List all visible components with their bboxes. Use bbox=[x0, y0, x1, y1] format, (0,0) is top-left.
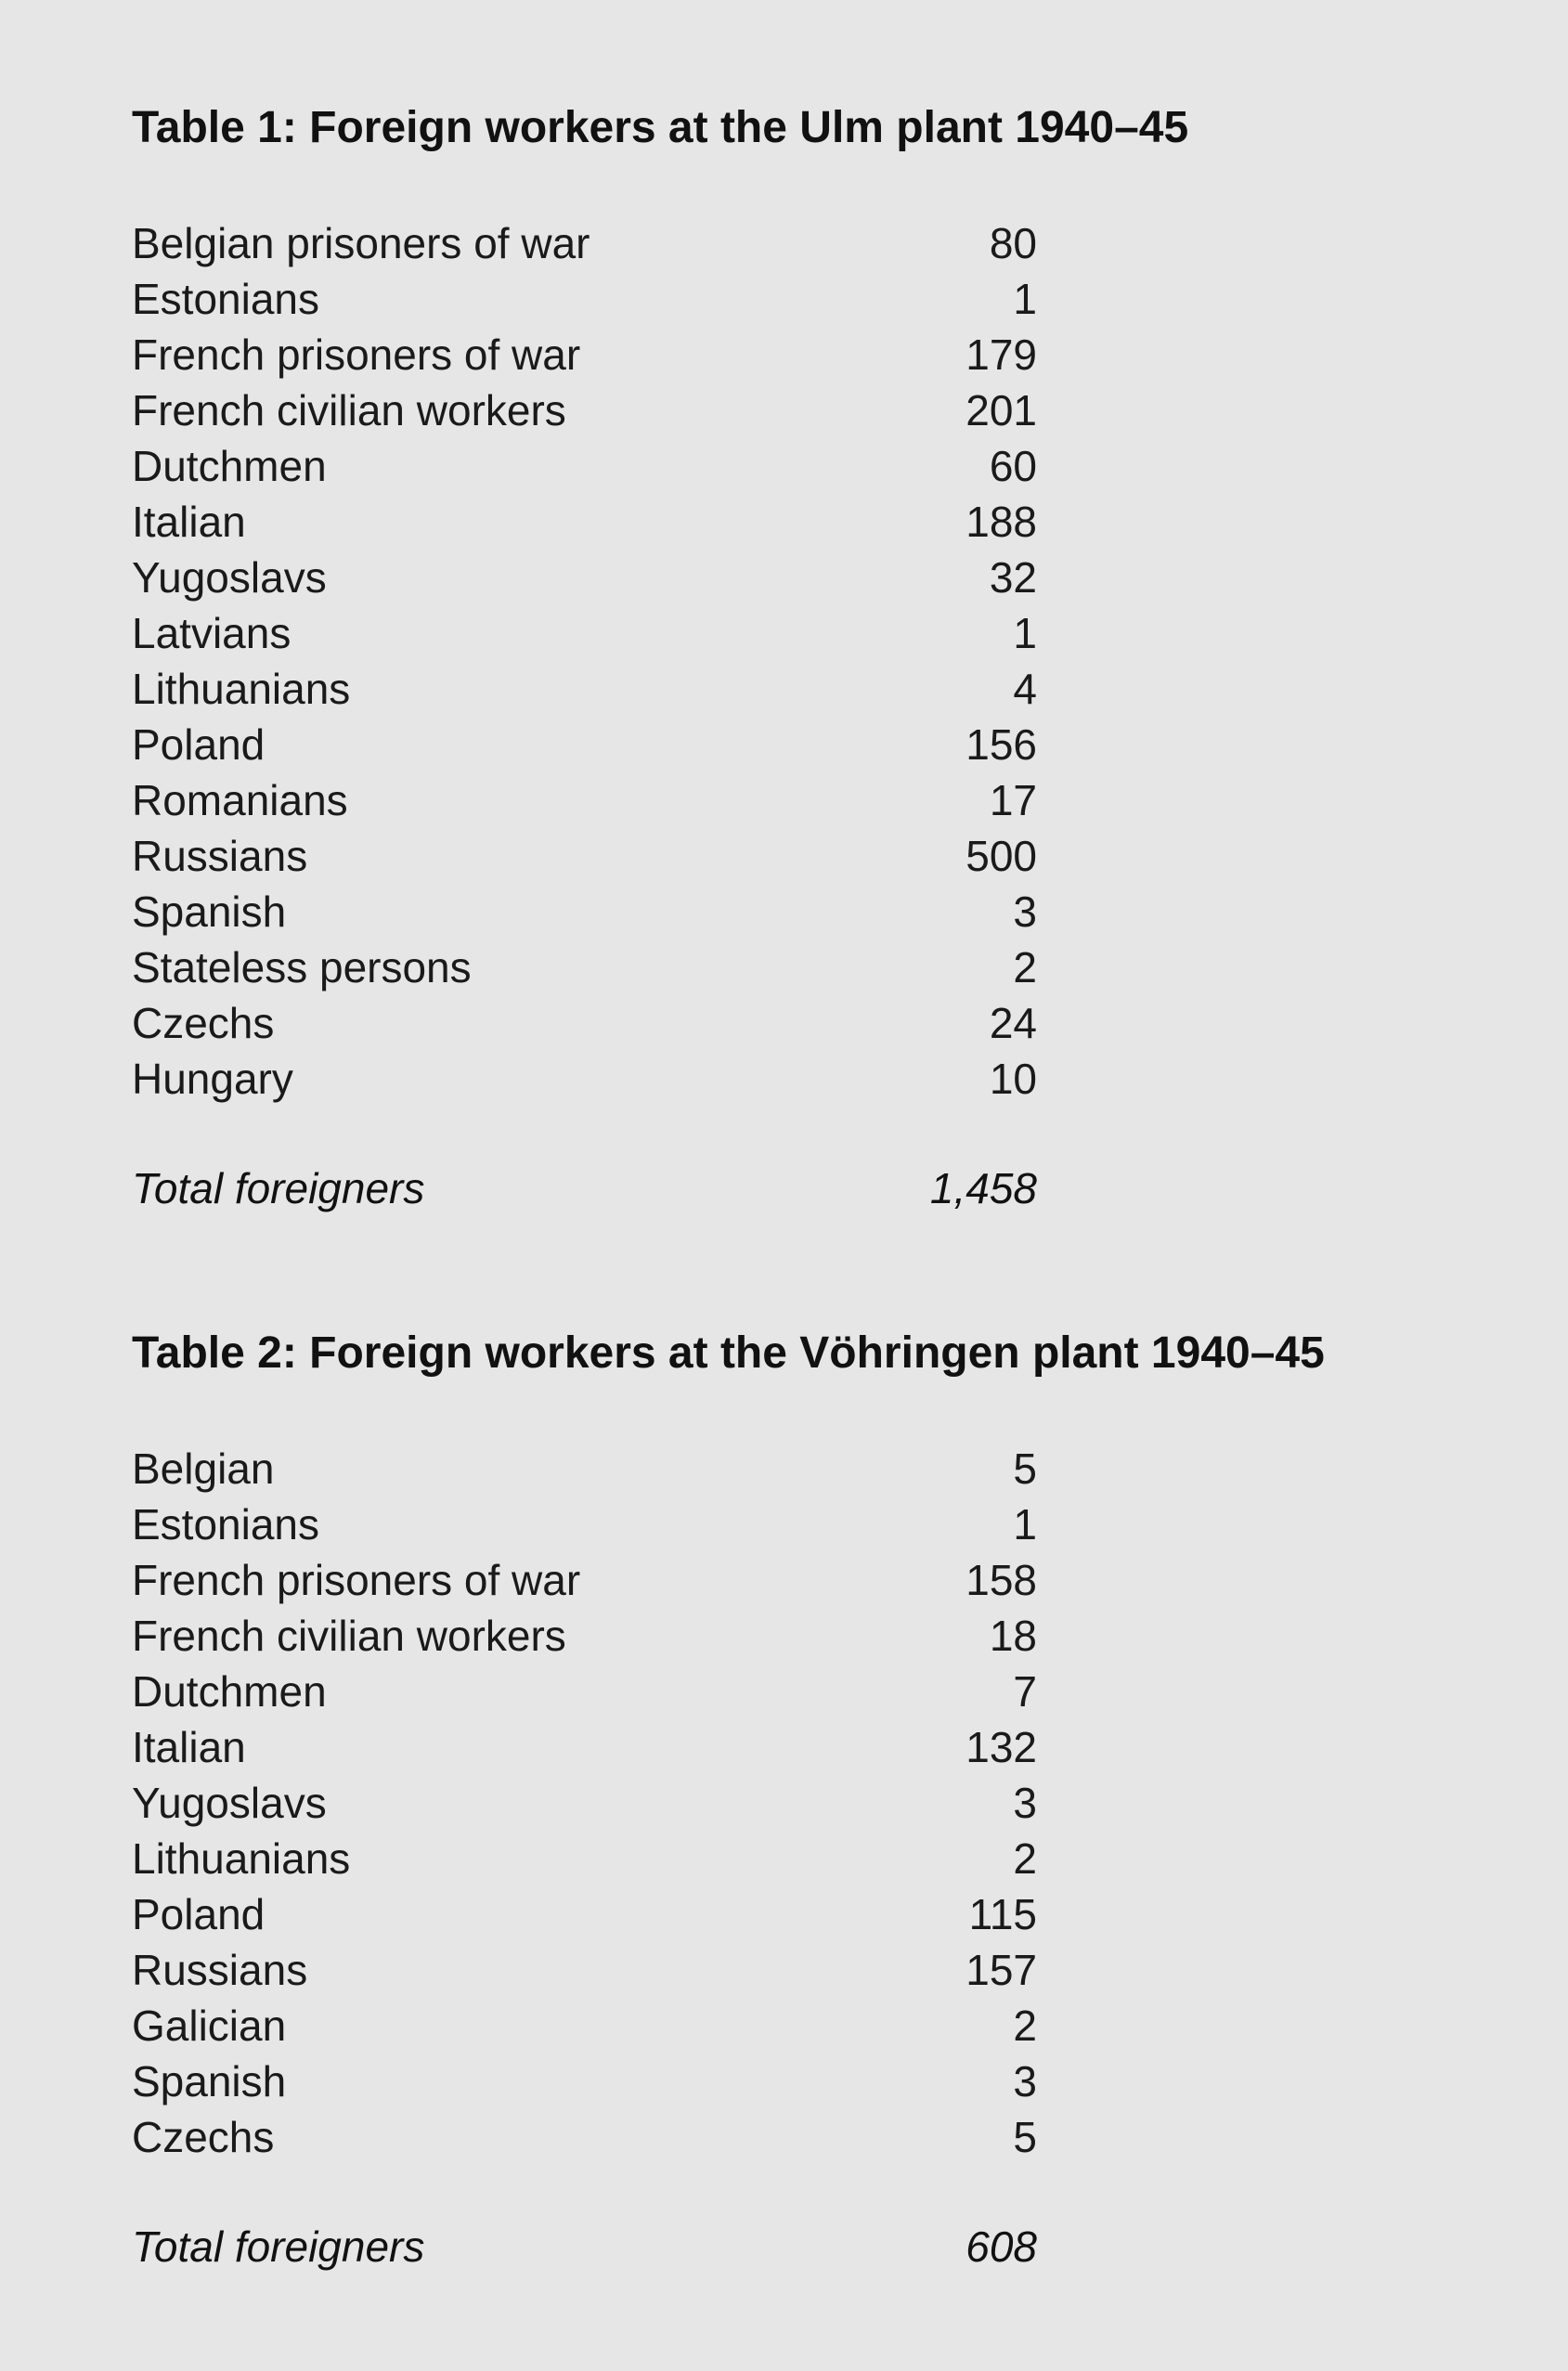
table-row bbox=[132, 2054, 1037, 2109]
table-row bbox=[132, 494, 1037, 550]
row-label: Spanish bbox=[132, 2057, 287, 2105]
row-label: French prisoners of war bbox=[132, 1556, 581, 1604]
row-label: Italian bbox=[132, 1723, 246, 1771]
row-label: Russians bbox=[132, 832, 308, 880]
row-value: 24 bbox=[989, 999, 1037, 1047]
table-2-rows bbox=[132, 1441, 1037, 2165]
row-value: 500 bbox=[965, 832, 1037, 880]
row-value: 1 bbox=[1013, 1500, 1037, 1548]
row-value: 201 bbox=[965, 386, 1037, 434]
row-value: 3 bbox=[1013, 2057, 1037, 2105]
table-2-title: Table 2: Foreign workers at the Vöhringen plant 1940–45 bbox=[132, 1328, 1325, 1378]
row-label: Russians bbox=[132, 1946, 308, 1994]
row-value: 2 bbox=[1013, 1834, 1037, 1883]
row-value: 132 bbox=[965, 1723, 1037, 1771]
table-row bbox=[132, 1441, 1037, 1496]
row-value: 115 bbox=[968, 1890, 1037, 1938]
table-row bbox=[132, 995, 1037, 1051]
table-row bbox=[132, 1719, 1037, 1775]
row-label: Italian bbox=[132, 498, 246, 546]
table-row bbox=[132, 1886, 1037, 1942]
table-row bbox=[132, 828, 1037, 884]
row-value: 157 bbox=[965, 1946, 1037, 1994]
table-row bbox=[132, 1998, 1037, 2054]
table-row bbox=[132, 884, 1037, 939]
row-value: 4 bbox=[1013, 665, 1037, 713]
row-label: French civilian workers bbox=[132, 1612, 566, 1660]
table-1-total-label: Total foreigners bbox=[132, 1164, 425, 1212]
row-value: 1 bbox=[1013, 609, 1037, 657]
table-1-title: Table 1: Foreign workers at the Ulm plant 1940–45 bbox=[132, 103, 1189, 152]
table-row bbox=[132, 717, 1037, 772]
row-value: 2 bbox=[1013, 943, 1037, 991]
table-row bbox=[132, 215, 1037, 271]
row-label: Stateless persons bbox=[132, 943, 472, 991]
row-value: 2 bbox=[1013, 2002, 1037, 2050]
row-label: Romanians bbox=[132, 776, 348, 824]
table-row bbox=[132, 772, 1037, 828]
row-value: 1 bbox=[1013, 275, 1037, 323]
row-label: Belgian bbox=[132, 1445, 275, 1493]
row-label: French civilian workers bbox=[132, 386, 566, 434]
table-row bbox=[132, 1552, 1037, 1608]
row-value: 60 bbox=[989, 442, 1037, 490]
row-label: Czechs bbox=[132, 999, 275, 1047]
table-row bbox=[132, 550, 1037, 605]
row-value: 18 bbox=[989, 1612, 1037, 1660]
table-row bbox=[132, 271, 1037, 327]
table-2-total-label: Total foreigners bbox=[132, 2222, 425, 2271]
table-1-rows bbox=[132, 215, 1037, 1107]
row-label: Lithuanians bbox=[132, 665, 351, 713]
table-row bbox=[132, 1775, 1037, 1831]
row-label: Estonians bbox=[132, 1500, 320, 1548]
table-row bbox=[132, 438, 1037, 494]
table-row bbox=[132, 1496, 1037, 1552]
table-row bbox=[132, 2109, 1037, 2165]
table-row bbox=[132, 1608, 1037, 1664]
row-label: Spanish bbox=[132, 888, 287, 936]
row-value: 5 bbox=[1013, 2113, 1037, 2161]
row-label: Czechs bbox=[132, 2113, 275, 2161]
table-2-total-row bbox=[132, 2219, 1037, 2274]
row-label: Latvians bbox=[132, 609, 292, 657]
row-label: Estonians bbox=[132, 275, 320, 323]
row-value: 10 bbox=[989, 1055, 1037, 1103]
row-label: Yugoslavs bbox=[132, 553, 327, 602]
table-row bbox=[132, 1051, 1037, 1107]
table-1-total-value: 1,458 bbox=[929, 1164, 1037, 1212]
table-2-total-value: 608 bbox=[965, 2222, 1037, 2271]
row-value: 179 bbox=[965, 330, 1037, 379]
row-label: Lithuanians bbox=[132, 1834, 351, 1883]
row-value: 17 bbox=[989, 776, 1037, 824]
row-value: 158 bbox=[965, 1556, 1037, 1604]
row-value: 188 bbox=[965, 498, 1037, 546]
row-value: 32 bbox=[989, 553, 1037, 602]
row-label: Poland bbox=[132, 720, 266, 769]
row-label: Belgian prisoners of war bbox=[132, 219, 590, 267]
row-value: 3 bbox=[1013, 888, 1037, 936]
table-row bbox=[132, 1831, 1037, 1886]
table-1-total-row bbox=[132, 1160, 1037, 1216]
row-value: 7 bbox=[1013, 1667, 1037, 1716]
row-label: Poland bbox=[132, 1890, 266, 1938]
table-row bbox=[132, 661, 1037, 717]
row-label: Dutchmen bbox=[132, 1667, 327, 1716]
table-row bbox=[132, 327, 1037, 382]
table-row bbox=[132, 939, 1037, 995]
table-row bbox=[132, 1942, 1037, 1998]
row-label: French prisoners of war bbox=[132, 330, 581, 379]
row-label: Hungary bbox=[132, 1055, 293, 1103]
row-value: 5 bbox=[1013, 1445, 1037, 1493]
row-label: Dutchmen bbox=[132, 442, 327, 490]
row-value: 156 bbox=[965, 720, 1037, 769]
row-label: Galician bbox=[132, 2002, 287, 2050]
row-value: 3 bbox=[1013, 1779, 1037, 1827]
row-label: Yugoslavs bbox=[132, 1779, 327, 1827]
table-row bbox=[132, 1664, 1037, 1719]
row-value: 80 bbox=[989, 219, 1037, 267]
table-row bbox=[132, 605, 1037, 661]
table-row bbox=[132, 382, 1037, 438]
